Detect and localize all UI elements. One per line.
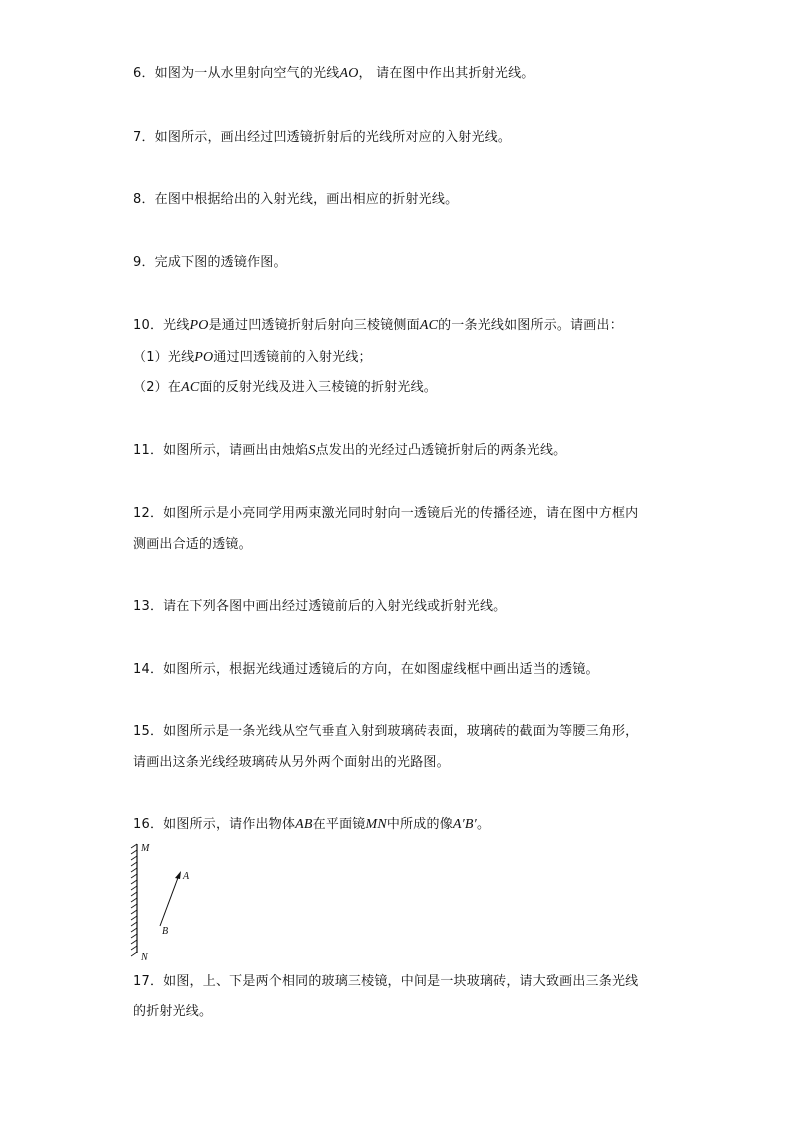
question-13: 13．请在下列各图中画出经过透镜前后的入射光线或折射光线。 (133, 599, 507, 614)
question-11: 11．如图所示，请画出由烛焰S点发出的光经过凸透镜折射后的两条光线。 (133, 443, 567, 458)
mirror-diagram (128, 840, 208, 965)
question-14: 14．如图所示，根据光线通过透镜后的方向，在如图虚线框中画出适当的透镜。 (133, 662, 599, 677)
label-m: M (141, 843, 150, 854)
question-8: 8．在图中根据给出的入射光线，画出相应的折射光线。 (133, 192, 459, 207)
question-10-part-2: （2）在AC面的反射光线及进入三棱镜的折射光线。 (133, 380, 437, 395)
question-7: 7．如图所示，画出经过凹透镜折射后的光线所对应的入射光线。 (133, 130, 512, 145)
question-17-cont: 的折射光线。 (133, 1004, 213, 1019)
question-6: 6．如图为一从水里射向空气的光线AO， 请在图中作出其折射光线。 (133, 66, 535, 81)
question-16: 16．如图所示，请作出物体AB在平面镜MN中所成的像A′B′。 (133, 817, 491, 832)
label-n: N (141, 952, 148, 963)
label-a: A (183, 871, 190, 882)
question-15-cont: 请画出这条光线经玻璃砖从另外两个面射出的光路图。 (133, 755, 450, 770)
question-10: 10．光线PO是通过凹透镜折射后射向三棱镜侧面AC的一条光线如图所示。请画出： (133, 318, 623, 333)
question-12-cont: 测画出合适的透镜。 (133, 537, 252, 552)
object-ab (160, 875, 179, 926)
question-12: 12．如图所示是小亮同学用两束激光同时射向一透镜后光的传播径迹，请在图中方框内 (133, 506, 639, 521)
question-15: 15．如图所示是一条光线从空气垂直入射到玻璃砖表面，玻璃砖的截面为等腰三角形， (133, 724, 639, 739)
question-10-part-1: （1）光线PO通过凹透镜前的入射光线； (133, 350, 372, 365)
arrow-head-a (175, 871, 181, 879)
mirror-hatching (131, 844, 137, 956)
label-b: B (162, 926, 169, 937)
question-9: 9．完成下图的透镜作图。 (133, 255, 287, 270)
question-17: 17．如图，上、下是两个相同的玻璃三棱镜，中间是一块玻璃砖，请大致画出三条光线 (133, 974, 639, 989)
